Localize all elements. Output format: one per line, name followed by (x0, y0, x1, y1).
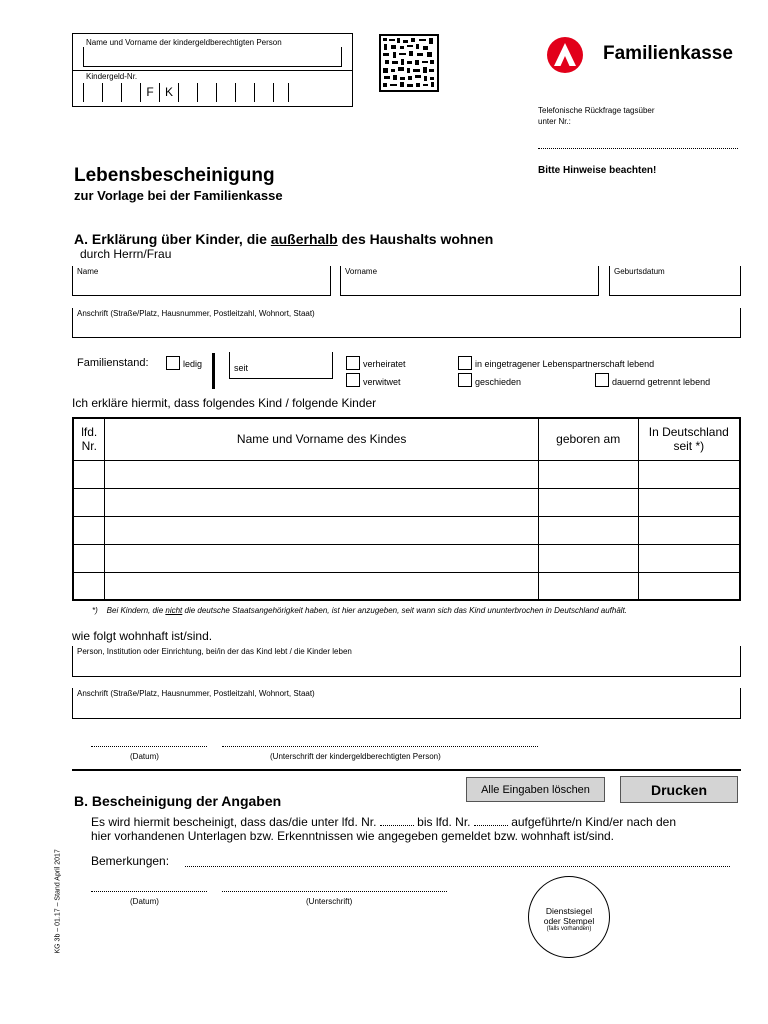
col-geboren: geboren am (538, 418, 638, 460)
verheiratet-label: verheiratet (363, 359, 406, 369)
brand-name: Familienkasse (603, 43, 733, 64)
datum-field-a[interactable] (91, 746, 207, 747)
geschieden-checkbox[interactable] (458, 373, 472, 387)
table-row (73, 516, 740, 544)
signature-field-b[interactable] (222, 891, 447, 892)
applicant-divider (72, 70, 353, 71)
seal-text-1: Dienstsiegel (545, 906, 593, 916)
familienstand-divider (212, 353, 215, 389)
page-title: Lebensbescheinigung (74, 165, 275, 186)
table-row (73, 572, 740, 600)
anschrift-field[interactable] (72, 308, 741, 338)
table-row (73, 460, 740, 488)
lebenspartnerschaft-checkbox[interactable] (458, 356, 472, 370)
verwitwet-label: verwitwet (363, 377, 401, 387)
kg-prefix-k: K (160, 83, 179, 102)
col-lfd-nr: lfd. Nr. (73, 418, 105, 460)
declare-text: Ich erkläre hiermit, dass folgendes Kind / folgende Kinder (72, 396, 377, 410)
section-b-heading: B. Bescheinigung der Angaben (74, 793, 282, 809)
bemerkungen-field[interactable] (185, 866, 730, 867)
children-table (72, 417, 741, 601)
familienstand-label: Familienstand: (77, 357, 149, 369)
name-field[interactable] (72, 266, 331, 296)
seit-field[interactable] (229, 352, 333, 379)
print-button[interactable]: Drucken (620, 776, 738, 803)
datum-label-b: (Datum) (130, 897, 159, 906)
getrennt-label: dauernd getrennt lebend (612, 377, 711, 387)
familienkasse-logo-icon (546, 36, 584, 74)
phone-field[interactable] (538, 148, 738, 149)
clear-all-button[interactable]: Alle Eingaben löschen (466, 777, 605, 802)
anschrift2-field[interactable] (72, 688, 741, 719)
signature-label-b: (Unterschrift) (306, 897, 353, 906)
seal-text-2: oder Stempel (543, 916, 595, 926)
anschrift2-label: Anschrift (Straße/Platz, Hausnummer, Postleitzahl, Wohnort, Staat) (77, 689, 315, 698)
applicant-name-field[interactable] (83, 47, 342, 67)
form-version-note: KG 3b – 01.17 – Stand April 2017 (54, 849, 62, 954)
name-label: Name (77, 267, 99, 276)
signature-field-a[interactable] (222, 746, 538, 747)
lebenspartnerschaft-label: in eingetragener Lebenspartnerschaft lebend (475, 359, 655, 369)
datum-label-a: (Datum) (130, 752, 159, 761)
wie-folgt-text: wie folgt wohnhaft ist/sind. (72, 629, 213, 643)
vorname-label: Vorname (345, 267, 378, 276)
ledig-checkbox[interactable] (166, 356, 180, 370)
section-separator (72, 769, 741, 771)
signature-label-a: (Unterschrift der kindergeldberechtigten Person) (270, 752, 441, 761)
person-field[interactable] (72, 646, 741, 677)
verheiratet-checkbox[interactable] (346, 356, 360, 370)
hint-text: Bitte Hinweise beachten! (538, 165, 657, 176)
geburtsdatum-field[interactable] (609, 266, 741, 296)
getrennt-checkbox[interactable] (595, 373, 609, 387)
phone-label-1: Telefonische Rückfrage tagsüber (538, 106, 655, 115)
seal-circle (528, 876, 610, 958)
section-b-text-1: Es wird hiermit bescheinigt, dass das/die unter lfd. Nr. bis lfd. Nr. aufgeführte/n Kind/er nach den (91, 815, 676, 829)
section-a-heading: A. Erklärung über Kinder, die außerhalb des Haushalts wohnen (74, 231, 494, 247)
table-row (73, 488, 740, 516)
table-row (73, 544, 740, 572)
seit-label: seit (234, 363, 249, 373)
phone-label-2: unter Nr.: (538, 117, 571, 126)
page-subtitle: zur Vorlage bei der Familienkasse (74, 188, 283, 203)
bemerkungen-label: Bemerkungen: (91, 854, 170, 868)
ledig-label: ledig (183, 359, 203, 369)
kindergeld-nr-field[interactable] (83, 83, 288, 102)
seal-text-3: (falls vorhanden) (546, 926, 592, 932)
geschieden-label: geschieden (475, 377, 522, 387)
datamatrix-barcode (379, 34, 439, 92)
person-label: Person, Institution oder Einrichtung, bei/in der das Kind lebt / die Kinder leben (77, 647, 352, 656)
datum-field-b[interactable] (91, 891, 207, 892)
kg-prefix-f: F (141, 83, 160, 102)
footnote: *) Bei Kindern, die nicht die deutsche Staatsangehörigkeit haben, ist hier anzugeben, seit wann sich das Kind ununterbrochen in Deutschland aufhält. (92, 606, 628, 615)
applicant-name-label: Name und Vorname der kindergeldberechtigten Person (86, 38, 282, 47)
col-deutschland-seit: In Deutschland seit *) (638, 418, 740, 460)
verwitwet-checkbox[interactable] (346, 373, 360, 387)
section-b-text-2: hier vorhandenen Unterlagen bzw. Erkenntnissen wie angegeben gemeldet bzw. wohnhaft ist/sind. (91, 829, 615, 843)
anschrift-label: Anschrift (Straße/Platz, Hausnummer, Postleitzahl, Wohnort, Staat) (77, 309, 315, 318)
lfd-nr-to-field[interactable] (474, 825, 508, 826)
lfd-nr-from-field[interactable] (380, 825, 414, 826)
vorname-field[interactable] (340, 266, 599, 296)
geburtsdatum-label: Geburtsdatum (614, 267, 665, 276)
kindergeld-nr-label: Kindergeld-Nr. (86, 72, 138, 81)
by-label: durch Herrn/Frau (80, 247, 172, 261)
col-name: Name und Vorname des Kindes (105, 418, 538, 460)
